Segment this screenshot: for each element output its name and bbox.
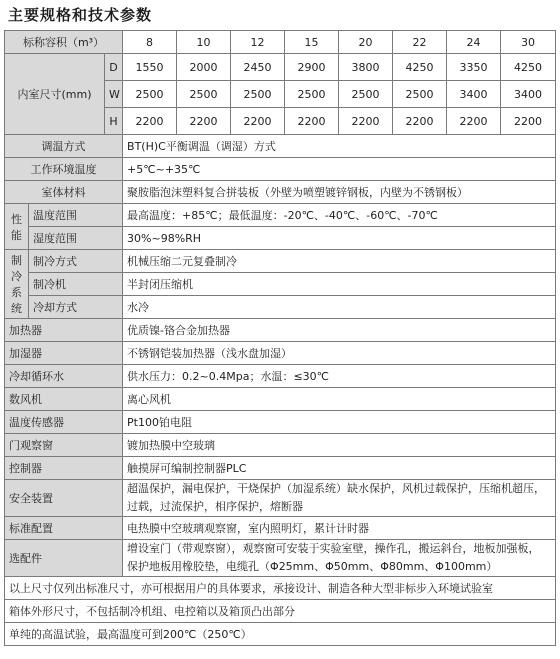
ambient-value: +5℃~+35℃ [123,158,556,181]
ambient-label: 工作环境温度 [5,158,123,181]
ambient-row [5,158,556,181]
page-title: 主要规格和技术参数 [8,6,153,24]
refrig-method-value: 机械压缩二元复叠制冷 [123,250,556,273]
cooling-value: 水冷 [123,296,556,319]
dim-cell: 2200 [501,108,556,135]
control-row [5,135,556,158]
capacity-cell: 24 [447,31,501,54]
refrig-group-label: 制冷系统 [5,250,29,319]
dim-cell: 4250 [393,54,447,81]
spec-table [4,30,556,646]
hum-range-value: 30%~98%RH [123,227,556,250]
controller-label: 控制器 [5,457,123,480]
dim-cell: 2200 [285,108,339,135]
dim-axis: W [105,81,123,108]
options-value-line: 保护地板用橡胶垫，电缆孔（Φ25mm、Φ50mm、Φ80mm、Φ100mm） [127,560,498,573]
note-row [5,577,556,600]
heater-value: 优质镍-铬合金加热器 [123,319,556,342]
options-label: 选配件 [5,540,123,577]
fan-label: 数风机 [5,388,123,411]
dim-row-d [5,54,556,81]
dim-cell: 2500 [123,81,177,108]
capacity-cell: 15 [285,31,339,54]
humidifier-value: 不锈钢铠装加热器（浅水盘加湿） [123,342,556,365]
note-text: 箱体外形尺寸，不包括制冷机组、电控箱以及箱顶凸出部分 [5,600,556,623]
dim-axis: H [105,108,123,135]
dim-cell: 2200 [123,108,177,135]
window-label: 门观察窗 [5,434,123,457]
dim-cell: 2900 [285,54,339,81]
refrig-method-row [5,250,556,273]
sensor-label: 温度传感器 [5,411,123,434]
standard-label: 标准配置 [5,517,123,540]
water-row [5,365,556,388]
controller-row [5,457,556,480]
dim-cell: 3400 [447,81,501,108]
note-row [5,623,556,646]
refrig-method-label: 制冷方式 [29,250,123,273]
safety-value-line: 过载，过流保护，相序保护，熔断器 [127,500,304,513]
capacity-row [5,31,556,54]
capacity-cell: 10 [177,31,231,54]
material-row [5,181,556,204]
dim-cell: 2500 [177,81,231,108]
material-value: 聚胺脂泡沫塑料复合拼装板（外壁为喷塑镀锌钢板，内壁为不锈钢板） [123,181,556,204]
compressor-row [5,273,556,296]
water-value: 供水压力：0.2~0.4Mpa；水温：≤30℃ [123,365,556,388]
control-value: BT(H)C平衡调温（调湿）方式 [123,135,556,158]
dim-cell: 2500 [231,81,285,108]
window-row [5,434,556,457]
dim-cell: 2200 [447,108,501,135]
dim-cell: 2500 [393,81,447,108]
material-label: 室体材料 [5,181,123,204]
temp-range-label: 温度范围 [29,204,123,227]
safety-label: 安全装置 [5,480,123,517]
safety-row [5,480,556,517]
capacity-label: 标称容积（m³） [5,31,123,54]
dim-cell: 2000 [177,54,231,81]
note-text: 单纯的高温试验，最高温度可到200℃（250℃） [5,623,556,646]
dim-cell: 3400 [501,81,556,108]
safety-value-line: 超温保护，漏电保护，干烧保护（加湿系统）缺水保护，风机过载保护，压缩机超压， [127,482,546,495]
dim-axis: D [105,54,123,81]
compressor-label: 制冷机 [29,273,123,296]
dim-cell: 4250 [501,54,556,81]
temp-range-row [5,204,556,227]
dim-cell: 2500 [339,81,393,108]
safety-value [123,480,556,517]
humidifier-label: 加湿器 [5,342,123,365]
control-label: 调温方式 [5,135,123,158]
dim-cell: 3350 [447,54,501,81]
options-value [123,540,556,577]
dim-cell: 1550 [123,54,177,81]
capacity-cell: 8 [123,31,177,54]
dim-cell: 2200 [393,108,447,135]
capacity-cell: 12 [231,31,285,54]
fan-row [5,388,556,411]
standard-value: 电热膜中空玻璃观察窗，室内照明灯，累计计时器 [123,517,556,540]
heater-label: 加热器 [5,319,123,342]
water-label: 冷却循环水 [5,365,123,388]
hum-range-row [5,227,556,250]
dim-cell: 2200 [177,108,231,135]
note-row [5,600,556,623]
capacity-cell: 20 [339,31,393,54]
temp-range-value: 最高温度：+85℃；最低温度：-20℃、-40℃、-60℃、-70℃ [123,204,556,227]
capacity-cell: 22 [393,31,447,54]
dim-cell: 2450 [231,54,285,81]
capacity-cell: 30 [501,31,556,54]
perf-group-label: 性能 [5,204,29,250]
dim-cell: 3800 [339,54,393,81]
inner-size-label: 内室尺寸(mm) [5,54,105,135]
sensor-value: Pt100铂电阻 [123,411,556,434]
dim-cell: 2500 [285,81,339,108]
cooling-label: 冷却方式 [29,296,123,319]
window-value: 镀加热膜中空玻璃 [123,434,556,457]
hum-range-label: 湿度范围 [29,227,123,250]
cooling-row [5,296,556,319]
dim-cell: 2200 [231,108,285,135]
fan-value: 离心风机 [123,388,556,411]
options-value-line: 增设室门（带观察窗），观察窗可安装于实验室壁，操作孔，搬运斜台，地板加强板， [127,542,540,555]
note-text: 以上尺寸仅列出标准尺寸，亦可根据用户的具体要求，承接设计、制造各种大型非标步入环境试验室 [5,577,556,600]
sensor-row [5,411,556,434]
controller-value: 触摸屏可编制控制器PLC [123,457,556,480]
heater-row [5,319,556,342]
options-row [5,540,556,577]
standard-row [5,517,556,540]
compressor-value: 半封闭压缩机 [123,273,556,296]
dim-cell: 2200 [339,108,393,135]
humidifier-row [5,342,556,365]
